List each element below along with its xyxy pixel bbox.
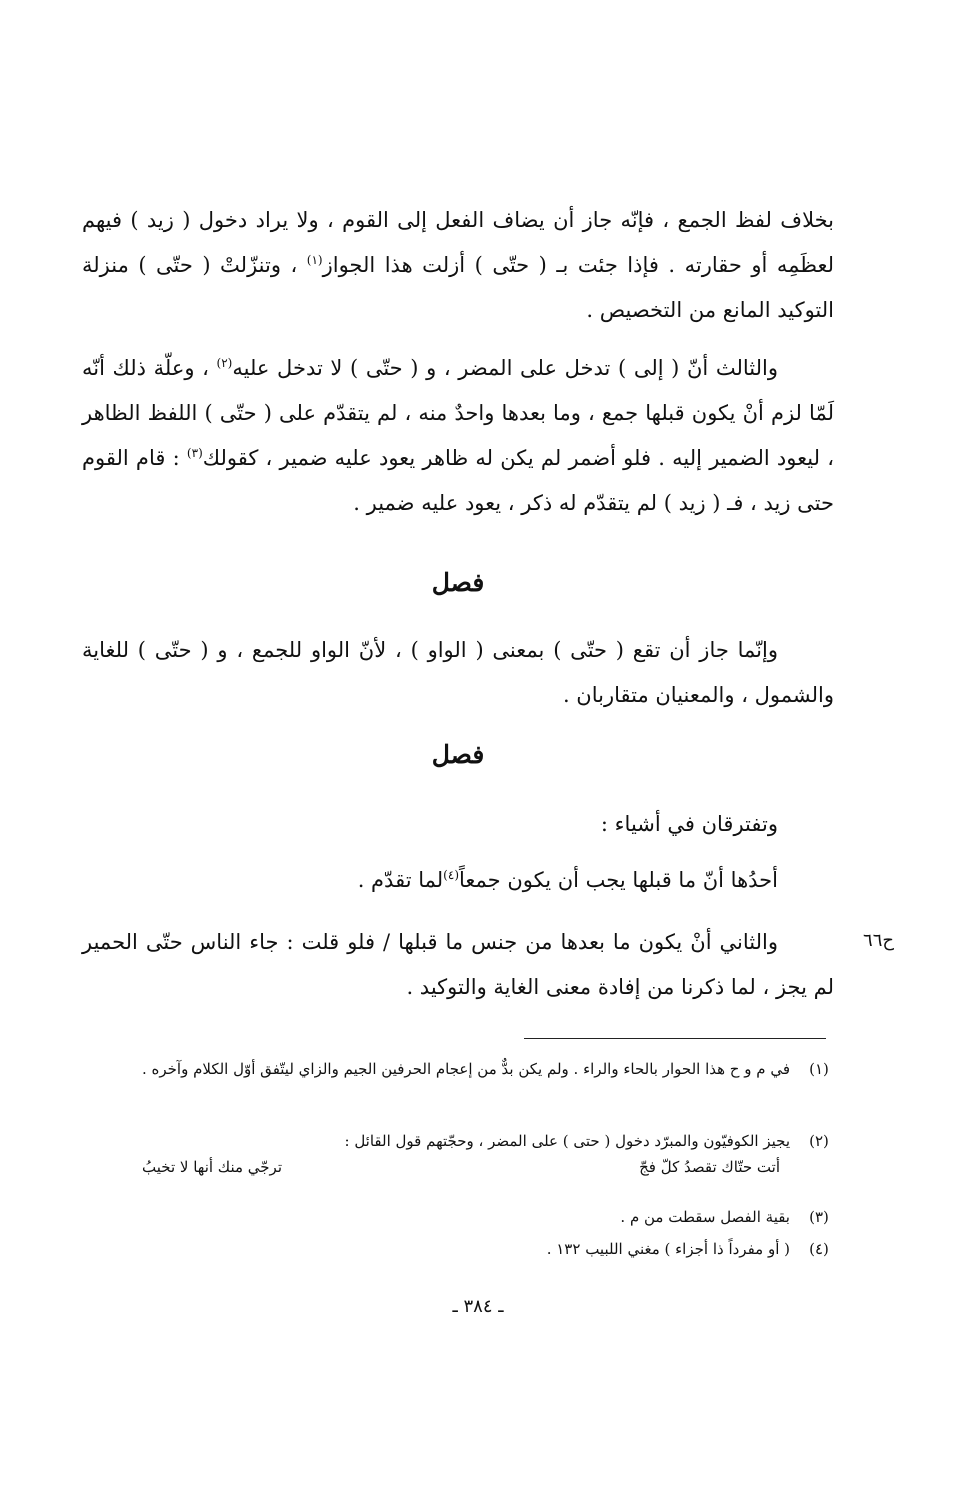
paragraph-2-start: والثالث أنّ ( إلى ) تدخل على المضر ، و ( حتّى ) لا تدخل عليه — [232, 356, 779, 380]
paragraph-1 — [82, 198, 834, 333]
footnote-text: يجيز الكوفيّون والمبرّد دخول ( حتى ) على المضر ، وحجّتهم قول القائل : — [344, 1132, 790, 1150]
verse-first-hemistich: أتت حتّاك تقصدُ كلّ فجّ — [639, 1158, 780, 1176]
footnote-text: ( أو مفرداً ذا أجزاء ) مغني اللبيب ١٣٢ . — [546, 1240, 790, 1258]
footnote-number: (٤) — [809, 1240, 829, 1258]
paragraph-1-end: ، وتنزّلتْ ( حتّى ) منزلة التوكيد المانع من التخصيص . — [82, 253, 834, 322]
footnote-1 — [82, 1056, 834, 1082]
paragraph-2 — [82, 346, 834, 526]
paragraph-5-start: أحدُها أنّ ما قبلها يجب أن يكون جمعاً — [459, 868, 778, 892]
paragraph-4-text: وتفترقان في أشياء : — [600, 812, 778, 836]
paragraph-5-end: لما تقدّم . — [357, 868, 444, 892]
footnote-3 — [82, 1204, 834, 1230]
footnote-ref-2[interactable]: (٢) — [216, 356, 233, 370]
paragraph-5 — [82, 858, 834, 903]
paragraph-3 — [82, 628, 834, 718]
paragraph-1-text: بخلاف لفظ الجمع ، فإنّه جاز أن يضاف الفعل إلى القوم ، ولا يراد دخول ( زيد ) فيهم لعظَمِه أو حقارته . فإذا جئت بـ ( حتّى ) أزلت هذا الجواز — [82, 208, 834, 277]
section-heading-2: فصل — [431, 740, 485, 769]
paragraph-4 — [82, 802, 834, 847]
paragraph-2-end: : قام القوم حتى زيد ، فـ ( زيد ) لم يتقدّم له ذكر ، يعود عليه ضمير . — [82, 446, 834, 515]
footnote-ref-3[interactable]: (٣) — [186, 446, 203, 460]
footnote-text: بقية الفصل سقطت من م . — [620, 1208, 790, 1226]
page-number: ـ ٣٨٤ ـ — [452, 1296, 504, 1317]
paragraph-2-middle: ، وعلّة ذلك أنّه لَمّا لزم أنْ يكون قبلها جمع ، وما بعدها واحدٌ منه ، لم يتقدّم على ( حتّى ) اللفظ الظاهر ، ليعود الضمير إليه . فلو أضمر لم يكن له ظاهر يعود عليه ضمير ، كقولك — [82, 356, 835, 470]
footnote-2 — [82, 1128, 834, 1180]
paragraph-6 — [82, 920, 834, 1010]
margin-manuscript-note: ح٦٦ — [863, 930, 894, 951]
footnote-separator — [524, 1038, 826, 1039]
footnote-number: (١) — [809, 1060, 829, 1078]
footnote-ref-4[interactable]: (٤) — [443, 868, 459, 882]
verse-second-hemistich: ترجّي منك أنها لا تخيبُ — [142, 1158, 282, 1176]
footnote-4 — [82, 1236, 834, 1262]
footnote-number: (٣) — [809, 1208, 829, 1226]
footnote-ref-1[interactable]: (١) — [306, 253, 323, 267]
paragraph-3-text: وإنّما جاز أن تقع ( حتّى ) بمعنى ( الواو ) ، لأنّ الواو للجمع ، و ( حتّى ) للغاية والشمول ، والمعنيان متقاربان . — [82, 638, 834, 707]
paragraph-6-text: والثاني أنْ يكون ما بعدها من جنس ما قبلها / فلو قلت : جاء الناس حتّى الحمير لم يجز ، لما ذكرنا من إفادة معنى الغاية والتوكيد . — [82, 930, 834, 999]
footnote-number: (٢) — [809, 1132, 829, 1150]
poetry-verse — [82, 1154, 790, 1180]
section-heading-1: فصل — [431, 568, 485, 597]
footnote-text: في م و ح هذا الحوار بالحاء والراء . ولم يكن بدٌّ من إعجام الحرفين الجيم والزاي ليتّفق أوّل الكلام وآخره . — [141, 1060, 790, 1078]
